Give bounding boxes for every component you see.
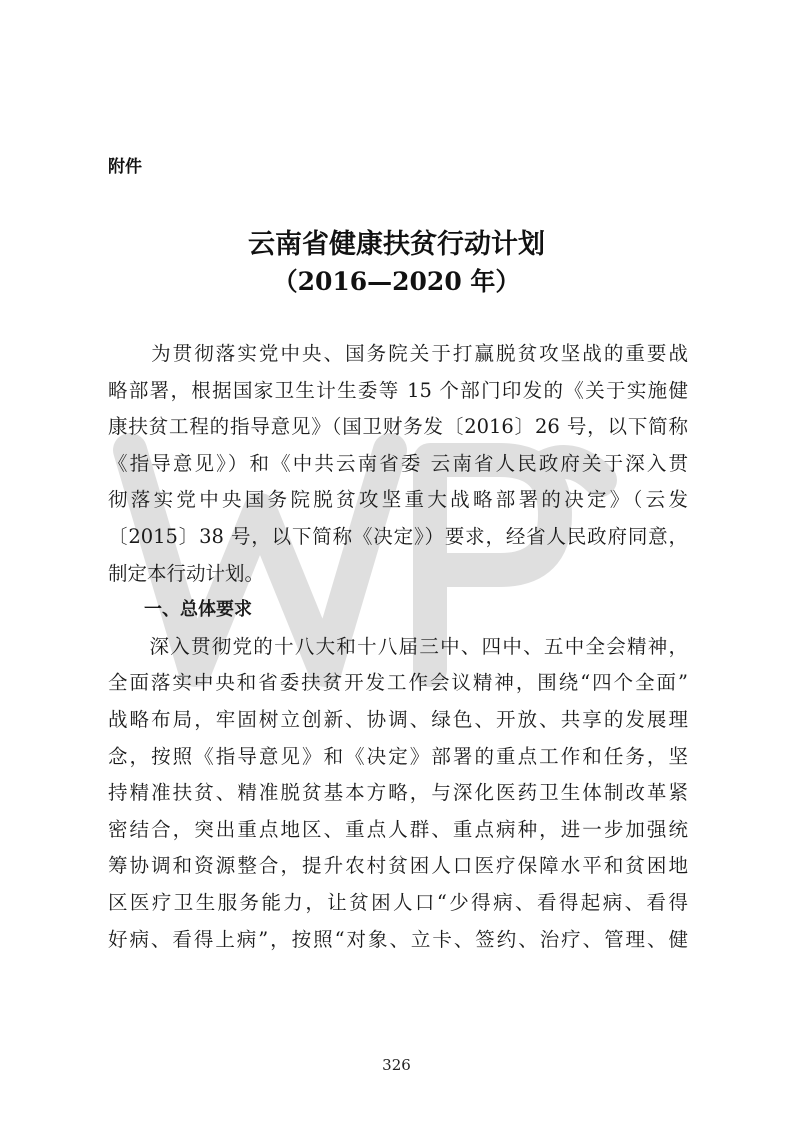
paragraph-line: 战略布局，牢固树立创新、协调、绿色、开放、共享的发展理 (108, 707, 688, 731)
document-body (108, 336, 688, 958)
paragraph-line: 制定本行动计划。 (108, 561, 265, 585)
paragraph-line: 区医疗卫生服务能力，让贫困人口“少得病、看得起病、看得 (108, 890, 688, 914)
paragraph-line: 念，按照《指导意见》和《决定》部署的重点工作和任务，坚 (108, 744, 688, 768)
paragraph-line: 好病、看得上病”，按照“对象、立卡、签约、治疗、管理、健 (108, 927, 688, 951)
paragraph-line: 彻落实党中央国务院脱贫攻坚重大战略部署的决定》（云发 (108, 488, 688, 512)
paragraph-line: 略部署，根据国家卫生计生委等 15 个部门印发的《关于实施健 (108, 378, 688, 402)
paragraph-line: 持精准扶贫、精准脱贫基本方略，与深化医药卫生体制改革紧 (108, 781, 688, 805)
paragraph-line: 〔2015〕38 号，以下简称《决定》）要求，经省人民政府同意， (108, 524, 688, 548)
paragraph-line: 筹协调和资源整合，提升农村贫困人口医疗保障水平和贫困地 (108, 854, 688, 878)
document-subtitle: （2016—2020 年） (272, 267, 521, 296)
paragraph-line: 康扶贫工程的指导意见》（国卫财务发〔2016〕26 号，以下简称 (108, 415, 688, 439)
paragraph-line: 全面落实中央和省委扶贫开发工作会议精神，围绕“四个全面” (108, 671, 688, 695)
paragraph-line: 《指导意见》）和《中共云南省委 云南省人民政府关于深入贯 (108, 451, 688, 475)
page-number: 326 (382, 1056, 411, 1074)
paragraph-line: 深入贯彻党的十八大和十八届三中、四中、五中全会精神， (108, 634, 688, 658)
section-heading: 一、总体要求 (108, 599, 252, 621)
paragraph-line: 为贯彻落实党中央、国务院关于打赢脱贫攻坚战的重要战 (108, 342, 688, 365)
paragraph-line: 密结合，突出重点地区、重点人群、重点病种，进一步加强统 (108, 817, 688, 841)
attachment-label: 附件 (108, 157, 142, 177)
document-title: 云南省健康扶贫行动计划 (248, 229, 545, 260)
